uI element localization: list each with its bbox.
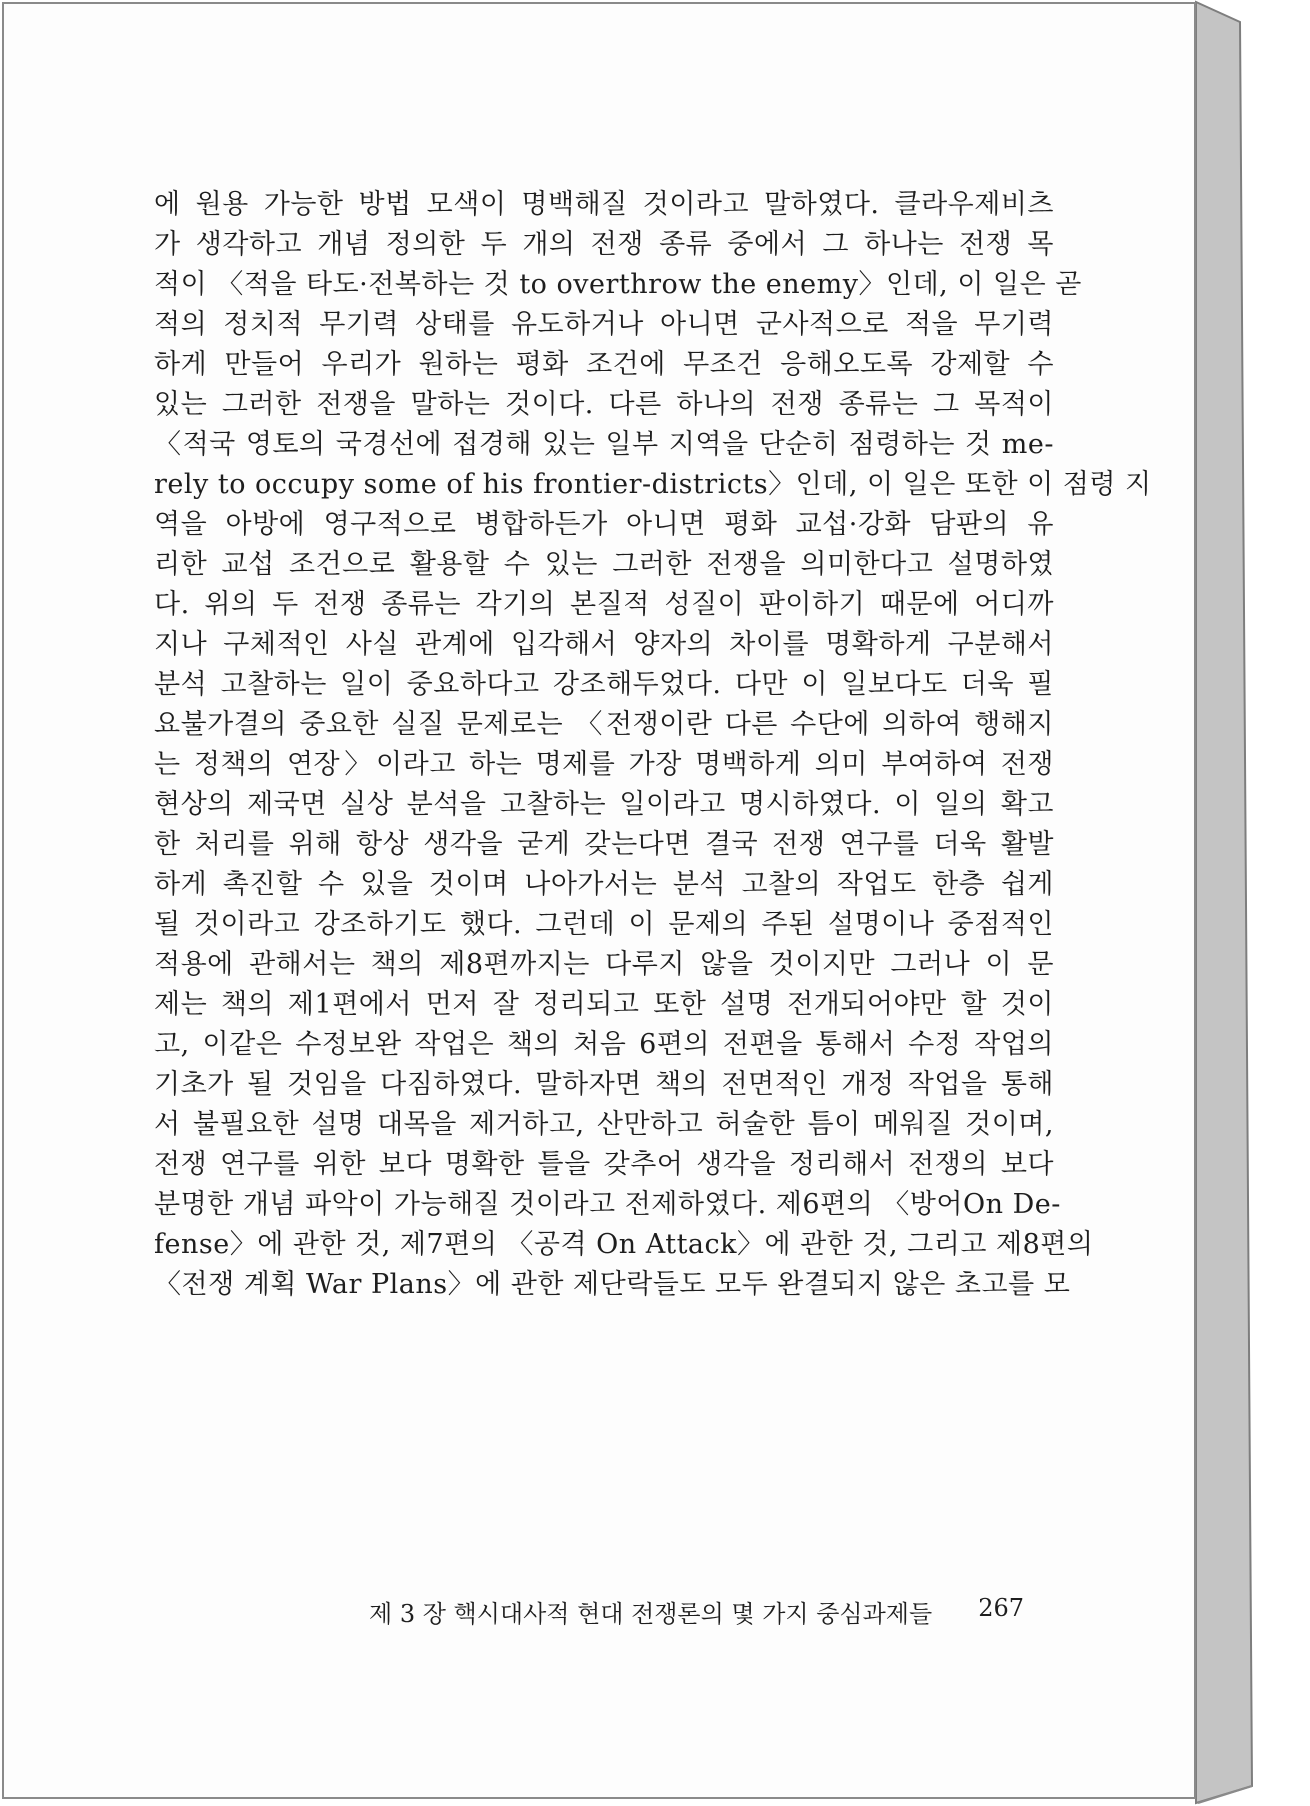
text-line: 분명한 개념 파악이 가능해질 것이라고 전제하였다. 제6편의 〈방어On De- <box>154 1189 1061 1220</box>
text-line: fense〉에 관한 것, 제7편의 〈공격 On Attack〉에 관한 것, 그리고 제8편의 <box>154 1229 1094 1260</box>
text-line: 역을 아방에 영구적으로 병합하든가 아니면 평화 교섭·강화 담판의 유 <box>154 509 1054 540</box>
text-line: 서 불필요한 설명 대목을 제거하고, 산만하고 허술한 틈이 메워질 것이며, <box>154 1109 1054 1140</box>
book-page <box>2 2 1196 1799</box>
page-number: 267 <box>978 1594 1024 1622</box>
text-line: 있는 그러한 전쟁을 말하는 것이다. 다른 하나의 전쟁 종류는 그 목적이 <box>154 389 1054 420</box>
text-line: 고, 이같은 수정보완 작업은 책의 처음 6편의 전편을 통해서 수정 작업의 <box>154 1029 1054 1060</box>
text-line: 지나 구체적인 사실 관계에 입각해서 양자의 차이를 명확하게 구분해서 <box>154 629 1054 660</box>
text-line: rely to occupy some of his frontier-districts〉인데, 이 일은 또한 이 점령 지 <box>154 469 1152 500</box>
text-line: 하게 촉진할 수 있을 것이며 나아가서는 분석 고찰의 작업도 한층 쉽게 <box>154 869 1054 900</box>
text-line: 〈적국 영토의 국경선에 접경해 있는 일부 지역을 단순히 점령하는 것 me- <box>154 429 1054 460</box>
text-line: 적용에 관해서는 책의 제8편까지는 다루지 않을 것이지만 그러나 이 문 <box>154 949 1054 980</box>
text-line: 적의 정치적 무기력 상태를 유도하거나 아니면 군사적으로 적을 무기력 <box>154 309 1054 340</box>
text-line: 현상의 제국면 실상 분석을 고찰하는 일이라고 명시하였다. 이 일의 확고 <box>154 789 1054 820</box>
text-line: 제는 책의 제1편에서 먼저 잘 정리되고 또한 설명 전개되어야만 할 것이 <box>154 989 1054 1020</box>
text-line: 전쟁 연구를 위한 보다 명확한 틀을 갖추어 생각을 정리해서 전쟁의 보다 <box>154 1149 1054 1180</box>
text-line: 하게 만들어 우리가 원하는 평화 조건에 무조건 응해오도록 강제할 수 <box>154 349 1054 380</box>
text-line: 는 정책의 연장〉이라고 하는 명제를 가장 명백하게 의미 부여하여 전쟁 <box>154 749 1054 780</box>
running-footer <box>369 1594 1024 1629</box>
text-line: 가 생각하고 개념 정의한 두 개의 전쟁 종류 중에서 그 하나는 전쟁 목 <box>154 229 1054 260</box>
text-line: 될 것이라고 강조하기도 했다. 그런데 이 문제의 주된 설명이나 중점적인 <box>154 909 1054 940</box>
text-line: 분석 고찰하는 일이 중요하다고 강조해두었다. 다만 이 일보다도 더욱 필 <box>154 669 1054 700</box>
text-line: 리한 교섭 조건으로 활용할 수 있는 그러한 전쟁을 의미한다고 설명하였 <box>154 549 1054 580</box>
text-line: 〈전쟁 계획 War Plans〉에 관한 제단락들도 모두 완결되지 않은 초고를 모 <box>154 1269 1071 1300</box>
text-line: 요불가결의 중요한 실질 문제로는 〈전쟁이란 다른 수단에 의하여 행해지 <box>154 709 1054 740</box>
text-line: 다. 위의 두 전쟁 종류는 각기의 본질적 성질이 판이하기 때문에 어디까 <box>154 589 1054 620</box>
text-line: 한 처리를 위해 항상 생각을 굳게 갖는다면 결국 전쟁 연구를 더욱 활발 <box>154 829 1054 860</box>
text-line: 적이 〈적을 타도·전복하는 것 to overthrow the enemy〉인데, 이 일은 곧 <box>154 269 1082 300</box>
body-text <box>154 185 1152 1305</box>
footer-chapter-title: 제 3 장 핵시대사적 현대 전쟁론의 몇 가지 중심과제들 <box>369 1600 933 1628</box>
text-line: 에 원용 가능한 방법 모색이 명백해질 것이라고 말하였다. 클라우제비츠 <box>154 189 1054 220</box>
text-line: 기초가 될 것임을 다짐하였다. 말하자면 책의 전면적인 개정 작업을 통해 <box>154 1069 1054 1100</box>
